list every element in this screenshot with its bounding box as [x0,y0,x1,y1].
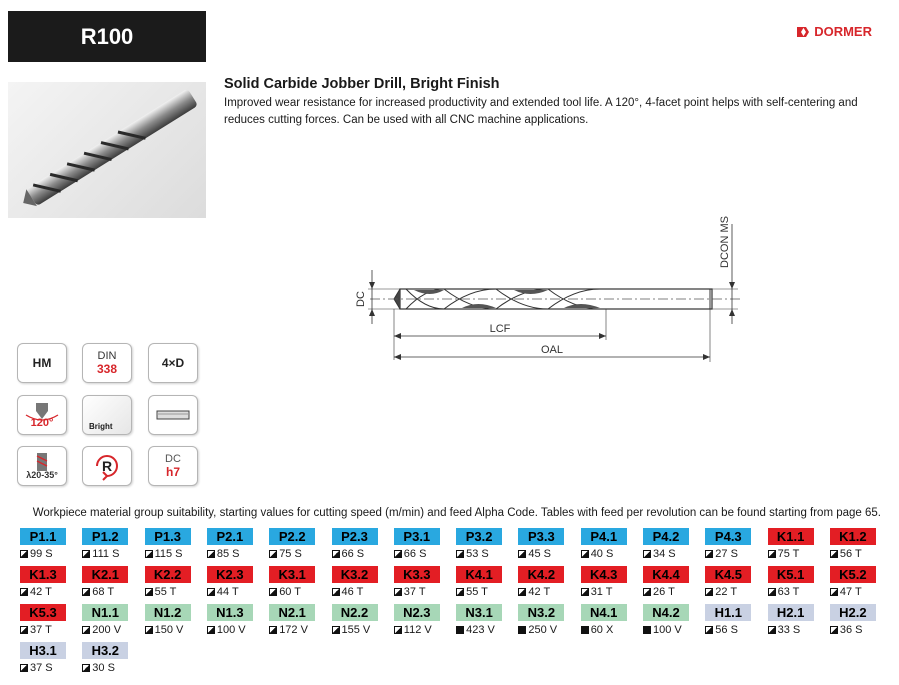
cutting-speed-text: 75 T [777,547,800,560]
cutting-speed-text: 115 S [154,547,183,560]
triangle-feed-icon [705,550,713,558]
triangle-feed-icon [705,626,713,634]
cutting-speed-value [332,623,392,636]
cutting-speed-text: 200 V [92,623,122,636]
material-cell [705,528,759,564]
triangle-feed-icon [581,588,589,596]
triangle-feed-icon [269,626,277,634]
material-group-badge: K2.3 [207,566,253,583]
cutting-speed-text: 112 V [403,623,432,636]
material-group-badge: K4.3 [581,566,627,583]
cutting-speed-text: 111 S [92,547,120,560]
dc-label: DC [355,291,367,307]
triangle-feed-icon [394,626,402,634]
material-cell [768,528,822,564]
triangle-feed-icon [82,626,90,634]
finish-label: Bright [89,422,113,431]
cutting-speed-text: 55 T [154,585,177,598]
helix-card [17,446,67,486]
triangle-feed-icon [394,550,402,558]
din-label: DIN [97,350,117,362]
triangle-feed-icon [830,626,838,634]
material-cell [207,604,261,640]
material-cell [394,528,448,564]
cutting-speed-value [394,585,454,598]
drill-dimension-diagram [350,212,750,372]
triangle-feed-icon [82,588,90,596]
cutting-speed-text: 85 S [216,547,240,560]
material-cell [643,566,697,602]
material-cell [705,604,759,640]
material-group-badge: K5.2 [830,566,876,583]
triangle-feed-icon [768,626,776,634]
material-cell [145,566,199,602]
cutting-speed-text: 55 T [466,585,488,598]
cutting-speed-value [705,547,765,560]
cutting-speed-value [394,547,454,560]
cutting-speed-value [768,585,828,598]
triangle-feed-icon [830,588,838,596]
material-group-badge: P4.3 [705,528,751,545]
cutting-speed-text: 63 T [777,585,800,598]
triangle-feed-icon [394,588,402,596]
cutting-speed-text: 68 T [92,585,115,598]
material-cell [269,528,323,564]
triangle-feed-icon [20,626,28,634]
material-group-badge: K4.5 [705,566,751,583]
material-group-badge: P3.1 [394,528,440,545]
cutting-speed-text: 36 S [839,623,863,636]
drill-photo-image [8,82,206,218]
material-cell [581,566,635,602]
material-group-badge: H2.2 [830,604,876,621]
cutting-speed-value [82,623,142,636]
din-card [82,343,132,383]
material-group-badge: H3.1 [20,642,66,659]
material-group-badge: H1.1 [705,604,751,621]
triangle-feed-icon [145,588,153,596]
cutting-speed-value [830,547,890,560]
cutting-speed-value [643,623,703,636]
material-group-badge: N4.2 [643,604,689,621]
cutting-speed-text: 99 S [30,547,53,560]
cutting-speed-value [643,547,703,560]
material-cell [643,528,697,564]
material-group-badge: K4.2 [518,566,564,583]
cutting-speed-text: 45 S [528,547,552,560]
material-cell [20,642,74,678]
material-cell [20,604,74,640]
material-cell [332,528,386,564]
material-group-badge: N3.2 [518,604,564,621]
material-group-badge: P1.2 [82,528,128,545]
cutting-speed-value [269,623,329,636]
cutting-speed-value [82,547,142,560]
cutting-speed-value [269,585,329,598]
material-cell [394,604,448,640]
finish-card [82,395,132,435]
cutting-speed-text: 27 S [715,547,738,560]
material-group-badge: P2.2 [269,528,315,545]
material-cell [332,566,386,602]
material-cell [456,566,510,602]
cutting-speed-text: 250 V [528,623,558,636]
cutting-speed-value [518,585,578,598]
triangle-feed-icon [20,550,28,558]
material-group-badge: N1.2 [145,604,191,621]
triangle-feed-icon [82,550,90,558]
helix-label: λ20-35° [26,470,58,480]
cutting-speed-text: 100 V [653,623,682,636]
cutting-speed-value [269,547,329,560]
material-cell [456,528,510,564]
material-group-badge: K1.1 [768,528,814,545]
triangle-feed-icon [269,588,277,596]
cutting-speed-text: 30 S [92,661,115,674]
triangle-feed-icon [768,588,776,596]
cutting-speed-value [145,585,205,598]
cutting-speed-text: 53 S [466,547,489,560]
cutting-speed-value [332,585,392,598]
cutting-speed-text: 150 V [154,623,184,636]
material-group-badge: N1.3 [207,604,253,621]
material-cell [394,566,448,602]
cutting-speed-value [705,623,765,636]
material-group-badge: P4.1 [581,528,627,545]
cutting-speed-value [145,547,205,560]
tolerance-value: h7 [165,465,180,479]
product-heading: Solid Carbide Jobber Drill, Bright Finish [224,76,500,92]
cutting-speed-text: 37 T [403,585,426,598]
cutting-speed-value [82,661,142,674]
cutting-speed-text: 42 T [528,585,551,598]
material-group-badge: N2.2 [332,604,378,621]
material-table-caption: Workpiece material group suitability, starting values for cutting speed (m/min) and feed Alpha Code. Tables with feed per revolution can be found starting from page 65. [32,507,881,519]
triangle-feed-icon [82,664,90,672]
cutting-speed-value [394,623,454,636]
material-cell [207,566,261,602]
cutting-speed-text: 66 S [341,547,365,560]
material-cell [518,528,572,564]
material-group-badge: K4.4 [643,566,689,583]
cutting-speed-text: 423 V [466,623,495,636]
cutting-speed-text: 100 V [216,623,246,636]
triangle-feed-icon [768,550,776,558]
cutting-speed-value [82,585,142,598]
triangle-feed-icon [20,664,28,672]
material-label: HM [32,356,52,370]
material-cell [581,528,635,564]
cutting-speed-value [830,623,890,636]
material-cell [643,604,697,640]
cutting-speed-text: 34 S [653,547,676,560]
tolerance-card [148,446,198,486]
cutting-speed-text: 37 S [30,661,53,674]
material-cell [518,604,572,640]
cutting-speed-value [207,623,267,636]
material-group-badge: K3.1 [269,566,315,583]
material-group-badge: K1.2 [830,528,876,545]
cutting-speed-value [207,585,267,598]
material-group-badge: P3.3 [518,528,564,545]
point-angle-card [17,395,67,435]
triangle-feed-icon [705,588,713,596]
cutting-speed-value [643,585,703,598]
triangle-feed-icon [332,588,340,596]
cutting-speed-text: 33 S [777,623,801,636]
material-group-badge: N1.1 [82,604,128,621]
shank-card [148,395,198,435]
triangle-feed-icon [581,550,589,558]
triangle-feed-icon [269,550,277,558]
square-feed-icon [581,626,589,634]
dcon-label: DCON MS [719,216,731,268]
cutting-speed-text: 46 T [341,585,364,598]
cutting-speed-value [518,623,578,636]
cutting-speed-value [581,547,641,560]
triangle-feed-icon [830,550,838,558]
tolerance-label: DC [165,453,181,465]
material-group-badge: P4.2 [643,528,689,545]
material-cell [82,642,136,678]
cutting-speed-value [768,547,828,560]
cutting-speed-value [20,547,80,560]
cutting-speed-text: 155 V [341,623,371,636]
cutting-speed-value [207,547,267,560]
material-cell [82,604,136,640]
material-cell [768,566,822,602]
material-cell [705,566,759,602]
material-cell [332,604,386,640]
material-cell [768,604,822,640]
cutting-speed-value [581,585,641,598]
material-cell [20,528,74,564]
cutting-speed-text: 26 T [653,585,675,598]
cutting-speed-value [705,585,765,598]
material-cell [145,604,199,640]
cutting-speed-text: 66 S [403,547,427,560]
cutting-speed-text: 42 T [30,585,52,598]
material-group-badge: K5.1 [768,566,814,583]
square-feed-icon [456,626,464,634]
triangle-feed-icon [207,626,215,634]
material-group-badge: K3.2 [332,566,378,583]
triangle-feed-icon [145,550,153,558]
material-cell [82,528,136,564]
triangle-feed-icon [145,626,153,634]
product-photo [8,82,206,218]
material-group-badge: K4.1 [456,566,502,583]
material-group-badge: N2.3 [394,604,440,621]
cutting-speed-text: 56 S [715,623,738,636]
length-label: 4×D [161,356,185,370]
triangle-feed-icon [207,588,215,596]
brand-logo [797,24,872,39]
triangle-feed-icon [518,550,526,558]
triangle-feed-icon [332,626,340,634]
cutting-speed-value [145,623,205,636]
cutting-speed-text: 75 S [279,547,302,560]
material-cell [830,604,884,640]
cutting-speed-value [456,585,516,598]
cutting-speed-text: 22 T [715,585,738,598]
cutting-speed-value [20,623,80,636]
dormer-logo-icon [797,26,811,38]
material-cell [20,566,74,602]
material-group-badge: N2.1 [269,604,315,621]
material-group-badge: K2.2 [145,566,191,583]
material-group-badge: N3.1 [456,604,502,621]
cutting-speed-value [20,585,80,598]
material-group-badge: K5.3 [20,604,66,621]
cutting-speed-value [456,623,516,636]
product-code: R100 [8,11,206,62]
cutting-speed-text: 47 T [839,585,862,598]
lcf-label: LCF [489,323,511,335]
material-cell [830,566,884,602]
material-group-badge: K2.1 [82,566,128,583]
right-hand-rotation-icon [89,448,125,484]
cutting-speed-text: 60 T [279,585,301,598]
cutting-speed-value [830,585,890,598]
material-cell [456,604,510,640]
material-cell [207,528,261,564]
material-cell [581,604,635,640]
square-feed-icon [518,626,526,634]
cutting-speed-text: 37 T [30,623,52,636]
material-group-badge: P1.1 [20,528,66,545]
cutting-speed-value [456,547,516,560]
cutting-speed-value [518,547,578,560]
plain-shank-icon [156,408,190,422]
cutting-speed-text: 44 T [216,585,239,598]
din-number: 338 [96,362,118,376]
triangle-feed-icon [332,550,340,558]
material-group-badge: P2.1 [207,528,253,545]
cutting-speed-text: 31 T [590,585,613,598]
material-cell [269,566,323,602]
triangle-feed-icon [643,550,651,558]
material-group-badge: N4.1 [581,604,627,621]
material-cell [830,528,884,564]
length-card [148,343,198,383]
material-cell [269,604,323,640]
triangle-feed-icon [456,550,464,558]
material-group-badge: P2.3 [332,528,378,545]
square-feed-icon [643,626,651,634]
direction-label: R [101,458,113,474]
material-group-badge: P1.3 [145,528,191,545]
product-description: Improved wear resistance for increased productivity and extended tool life. A 120°, 4-facet point helps with self-centering and reduces cutting forces. Can be used with all CNC machine applications. [224,97,858,126]
material-cell [145,528,199,564]
material-group-badge: K3.3 [394,566,440,583]
cutting-speed-text: 40 S [590,547,614,560]
material-group-badge: H3.2 [82,642,128,659]
cutting-speed-value [332,547,392,560]
cutting-speed-text: 60 X [590,623,614,636]
cutting-speed-text: 172 V [279,623,308,636]
material-cell [82,566,136,602]
material-group-badge: P3.2 [456,528,502,545]
brand-name: DORMER [814,24,872,39]
point-angle-label: 120° [30,417,54,429]
cutting-speed-text: 56 T [839,547,862,560]
triangle-feed-icon [456,588,464,596]
oal-label: OAL [540,344,564,356]
material-card [17,343,67,383]
material-group-badge: H2.1 [768,604,814,621]
triangle-feed-icon [643,588,651,596]
triangle-feed-icon [518,588,526,596]
material-group-badge: K1.3 [20,566,66,583]
cutting-speed-value [581,623,641,636]
triangle-feed-icon [207,550,215,558]
triangle-feed-icon [20,588,28,596]
cutting-speed-value [768,623,828,636]
cutting-speed-value [20,661,80,674]
material-cell [518,566,572,602]
direction-card [82,446,132,486]
